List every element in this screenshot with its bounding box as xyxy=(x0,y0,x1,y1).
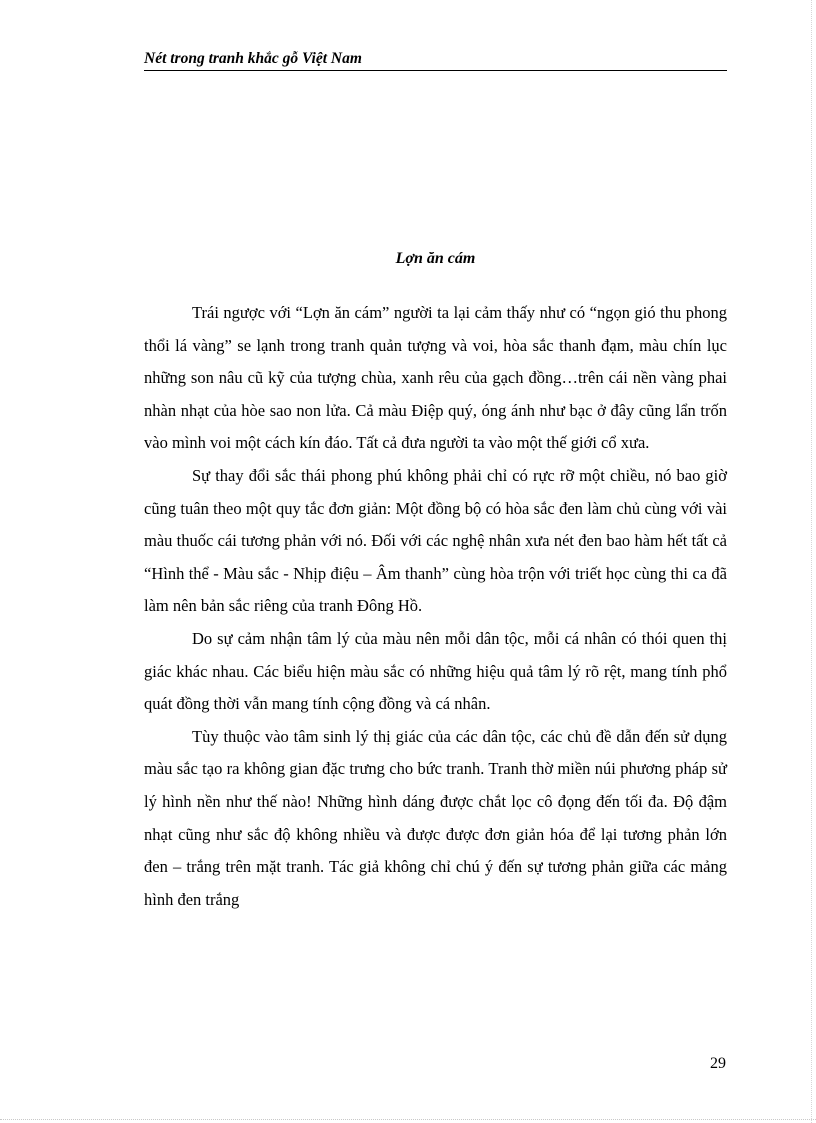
footer-divider xyxy=(0,1119,816,1120)
paragraph: Tùy thuộc vào tâm sinh lý thị giác của các dân tộc, các chủ đề dẫn đến sử dụng màu sắc tạo ra không gian đặc trưng cho bức tranh. Tranh thờ miền núi phương pháp sử lý hình nền như thế nào! Những hình dáng được chắt lọc cô đọng đến tối đa. Độ đậm nhạt cũng như sắc độ không nhiều và được được đơn giản hóa để lại tương phản lớn đen – trắng trên mặt tranh. Tác giả không chỉ chú ý đến sự tương phản giữa các mảng hình đen trắng xyxy=(144,726,727,909)
paragraph: Trái ngược với “Lợn ăn cám” người ta lại cảm thấy như có “ngọn gió thu phong thổi lá vàng” se lạnh trong tranh quản tượng và voi, hòa sắc thanh đạm, màu chín lục những son nâu cũ kỹ của tượng chùa, xanh rêu của gạch đồng…trên cái nền vàng phai nhàn nhạt của hòe sao non lửa. Cả màu Điệp quý, óng ánh như bạc ở đây cũng lẩn trốn vào mình voi một cách kín đáo. Tất cả đưa người ta vào một thế giới cổ xưa. xyxy=(144,303,727,453)
paragraph: Sự thay đổi sắc thái phong phú không phải chỉ có rực rỡ một chiều, nó bao giờ cũng tuân theo một quy tắc đơn giản: Một đồng bộ có hòa sắc đen làm chủ cùng với vài màu thuốc cái tương phản với nó. Đối với các nghệ nhân xưa nét đen bao hàm hết tất cả “Hình thể - Màu sắc - Nhịp điệu – Âm thanh” cùng hòa trộn với triết học cùng thi ca đã làm nên bản sắc riêng của tranh Đông Hồ. xyxy=(144,465,727,616)
body-text xyxy=(144,297,727,916)
page-number: 29 xyxy=(710,1055,726,1072)
page-edge-divider xyxy=(811,0,812,1123)
running-header-title: Nét trong tranh khắc gỗ Việt Nam xyxy=(144,50,362,67)
paragraph: Do sự cảm nhận tâm lý của màu nên mỗi dân tộc, mỗi cá nhân có thói quen thị giác khác nhau. Các biểu hiện màu sắc có những hiệu quả tâm lý rõ rệt, mang tính phổ quát đồng thời vẫn mang tính cộng đồng và cá nhân. xyxy=(144,628,727,714)
section-title: Lợn ăn cám xyxy=(395,250,476,267)
running-header xyxy=(144,50,727,71)
